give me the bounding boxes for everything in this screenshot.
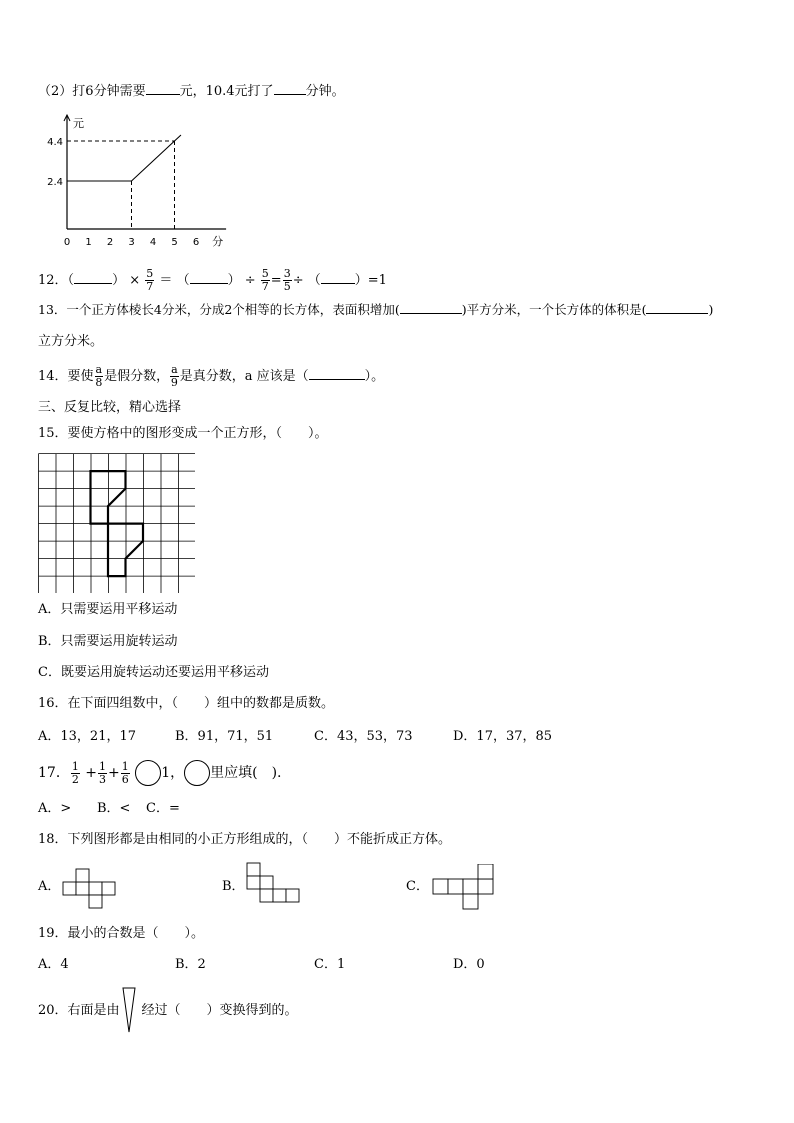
- paren: ）: [227, 273, 241, 288]
- x-tick-label: 0: [63, 237, 71, 248]
- q14-text: ）。: [364, 369, 385, 384]
- q20: [38, 1002, 298, 1020]
- q19-stem: 19．最小的合数是（ ）。: [38, 926, 205, 941]
- q12: [38, 264, 387, 298]
- answer-blank[interactable]: [321, 271, 355, 284]
- x-tick-label: 5: [171, 237, 178, 248]
- y-tick-label: 4.4: [47, 137, 63, 148]
- q11-text: 6: [85, 84, 94, 99]
- q11-text: （2）打: [38, 84, 86, 99]
- plus-sign: +: [85, 765, 98, 781]
- q20-text: 经过（ ）变换得到的。: [141, 1003, 298, 1018]
- x-tick-label: 2: [106, 237, 114, 248]
- option-d[interactable]: D．0: [453, 957, 485, 972]
- q11-text: 10.4: [205, 84, 235, 99]
- x-axis-label: 分: [212, 235, 224, 248]
- numerator: a: [95, 363, 103, 376]
- cube-net-a: [62, 868, 118, 910]
- denominator: 7: [261, 280, 269, 293]
- option-c[interactable]: C．1: [314, 957, 346, 972]
- numerator: a: [171, 363, 178, 376]
- divide-sign: ÷: [292, 273, 304, 288]
- numerator: 5: [261, 267, 269, 280]
- answer-blank[interactable]: [646, 301, 708, 314]
- series-line: [67, 135, 181, 181]
- option-c[interactable]: C．既要运用旋转运动还要运用平移运动: [38, 665, 269, 680]
- q15-stem: 15．要使方格中的图形变成一个正方形，（ ）。: [38, 426, 328, 441]
- q11-text: 元打了: [234, 84, 274, 99]
- option-b[interactable]: B．<: [97, 801, 131, 816]
- q11-text: 分钟需要: [93, 84, 146, 99]
- fraction: [95, 364, 104, 389]
- q11-text: 元，: [179, 84, 206, 99]
- option-a[interactable]: A．>: [38, 801, 72, 816]
- fraction: [121, 761, 130, 786]
- answer-blank[interactable]: [400, 301, 462, 314]
- fraction: [145, 268, 154, 293]
- fraction: [261, 268, 270, 293]
- times-sign: ×: [129, 273, 141, 288]
- answer-blank[interactable]: [309, 367, 365, 380]
- option-a[interactable]: A．4: [38, 957, 69, 972]
- fraction: [98, 761, 107, 786]
- x-tick-label: 1: [85, 237, 92, 248]
- fraction: [71, 761, 80, 786]
- x-tick-label: 6: [192, 237, 200, 248]
- denominator: 8: [95, 376, 103, 389]
- x-tick-label: 4: [149, 237, 157, 248]
- paren: ）: [112, 273, 126, 288]
- fraction: [170, 364, 179, 389]
- q14-text: 14．要使: [38, 369, 94, 384]
- numerator: 5: [146, 267, 154, 280]
- option-a-label[interactable]: A．: [38, 879, 61, 894]
- paren: （: [176, 273, 190, 288]
- paren: （: [307, 273, 321, 288]
- q13-line2: 立方分米。: [38, 334, 104, 349]
- q13-text: 13．一个正方体棱长4分米，分成2个相等的长方体，表面积增加(: [38, 302, 400, 317]
- denominator: 9: [170, 376, 178, 389]
- price-time-chart: [36, 112, 236, 252]
- equals-sign: =: [270, 273, 282, 288]
- grid-figure: [38, 453, 195, 593]
- answer-blank[interactable]: [274, 82, 306, 95]
- answer-circle[interactable]: [135, 760, 161, 786]
- option-a[interactable]: A．只需要运用平移运动: [38, 602, 178, 617]
- answer-blank[interactable]: [190, 271, 228, 284]
- answer-blank[interactable]: [146, 82, 180, 95]
- option-a[interactable]: A．13，21，17: [38, 729, 137, 744]
- question-number: 17．: [38, 765, 70, 781]
- option-b-label[interactable]: B．: [222, 879, 245, 894]
- numerator: 3: [283, 267, 291, 280]
- numerator: 1: [99, 759, 107, 773]
- question-number: 12．: [38, 273, 68, 288]
- q11-text: 分钟。: [305, 84, 345, 99]
- option-c[interactable]: C．=: [146, 801, 180, 816]
- q17: [38, 755, 282, 791]
- plus-sign: +: [108, 765, 120, 781]
- q13-text: ): [708, 302, 714, 317]
- q16-stem: 16．在下面四组数中，（ ）组中的数都是质数。: [38, 696, 335, 711]
- option-c-label[interactable]: C．: [406, 879, 429, 894]
- divide-sign: ÷: [244, 273, 256, 288]
- option-c[interactable]: C．43，53，73: [314, 729, 413, 744]
- q11-part2: [38, 82, 345, 101]
- polygon-figure: [91, 471, 144, 576]
- y-axis-label: 元: [73, 117, 84, 130]
- denominator: 3: [99, 772, 107, 786]
- q13-line1: [38, 301, 713, 319]
- fraction: [283, 268, 292, 293]
- q14-text: 是假分数，: [104, 369, 170, 384]
- option-d[interactable]: D．17，37，85: [453, 729, 553, 744]
- option-b[interactable]: B．只需要运用旋转运动: [38, 634, 178, 649]
- q17-text: 1，: [161, 765, 185, 781]
- q14-text: 是真分数，a 应该是（: [179, 369, 309, 384]
- paren: （: [67, 273, 75, 288]
- option-b[interactable]: B．91，71，51: [175, 729, 274, 744]
- section-heading: 三、反复比较，精心选择: [38, 400, 182, 415]
- denominator: 2: [71, 772, 79, 786]
- denominator: 6: [121, 772, 129, 786]
- denominator: 7: [146, 280, 154, 293]
- q14: [38, 362, 384, 392]
- x-tick-label: 3: [128, 237, 135, 248]
- cube-net-b: [246, 862, 302, 904]
- option-b[interactable]: B．2: [175, 957, 206, 972]
- triangle-figure: [121, 986, 139, 1036]
- numerator: 1: [71, 759, 79, 773]
- cube-net-c: [432, 864, 494, 910]
- equals-one: =1: [367, 273, 387, 288]
- q20-text: 20．右面是由: [38, 1003, 120, 1018]
- q17-text: 里应填( ).: [210, 765, 282, 781]
- q13-text: )平方分米，一个长方体的体积是(: [461, 302, 647, 317]
- answer-blank[interactable]: [74, 271, 112, 284]
- y-tick-label: 2.4: [47, 177, 63, 188]
- denominator: 5: [283, 280, 291, 293]
- paren: ）: [354, 273, 368, 288]
- equals-sign: ＝: [159, 273, 173, 288]
- answer-circle[interactable]: [184, 760, 210, 786]
- q18-stem: 18．下列图形都是由相同的小正方形组成的，（ ）不能折成正方体。: [38, 832, 452, 847]
- numerator: 1: [121, 759, 129, 773]
